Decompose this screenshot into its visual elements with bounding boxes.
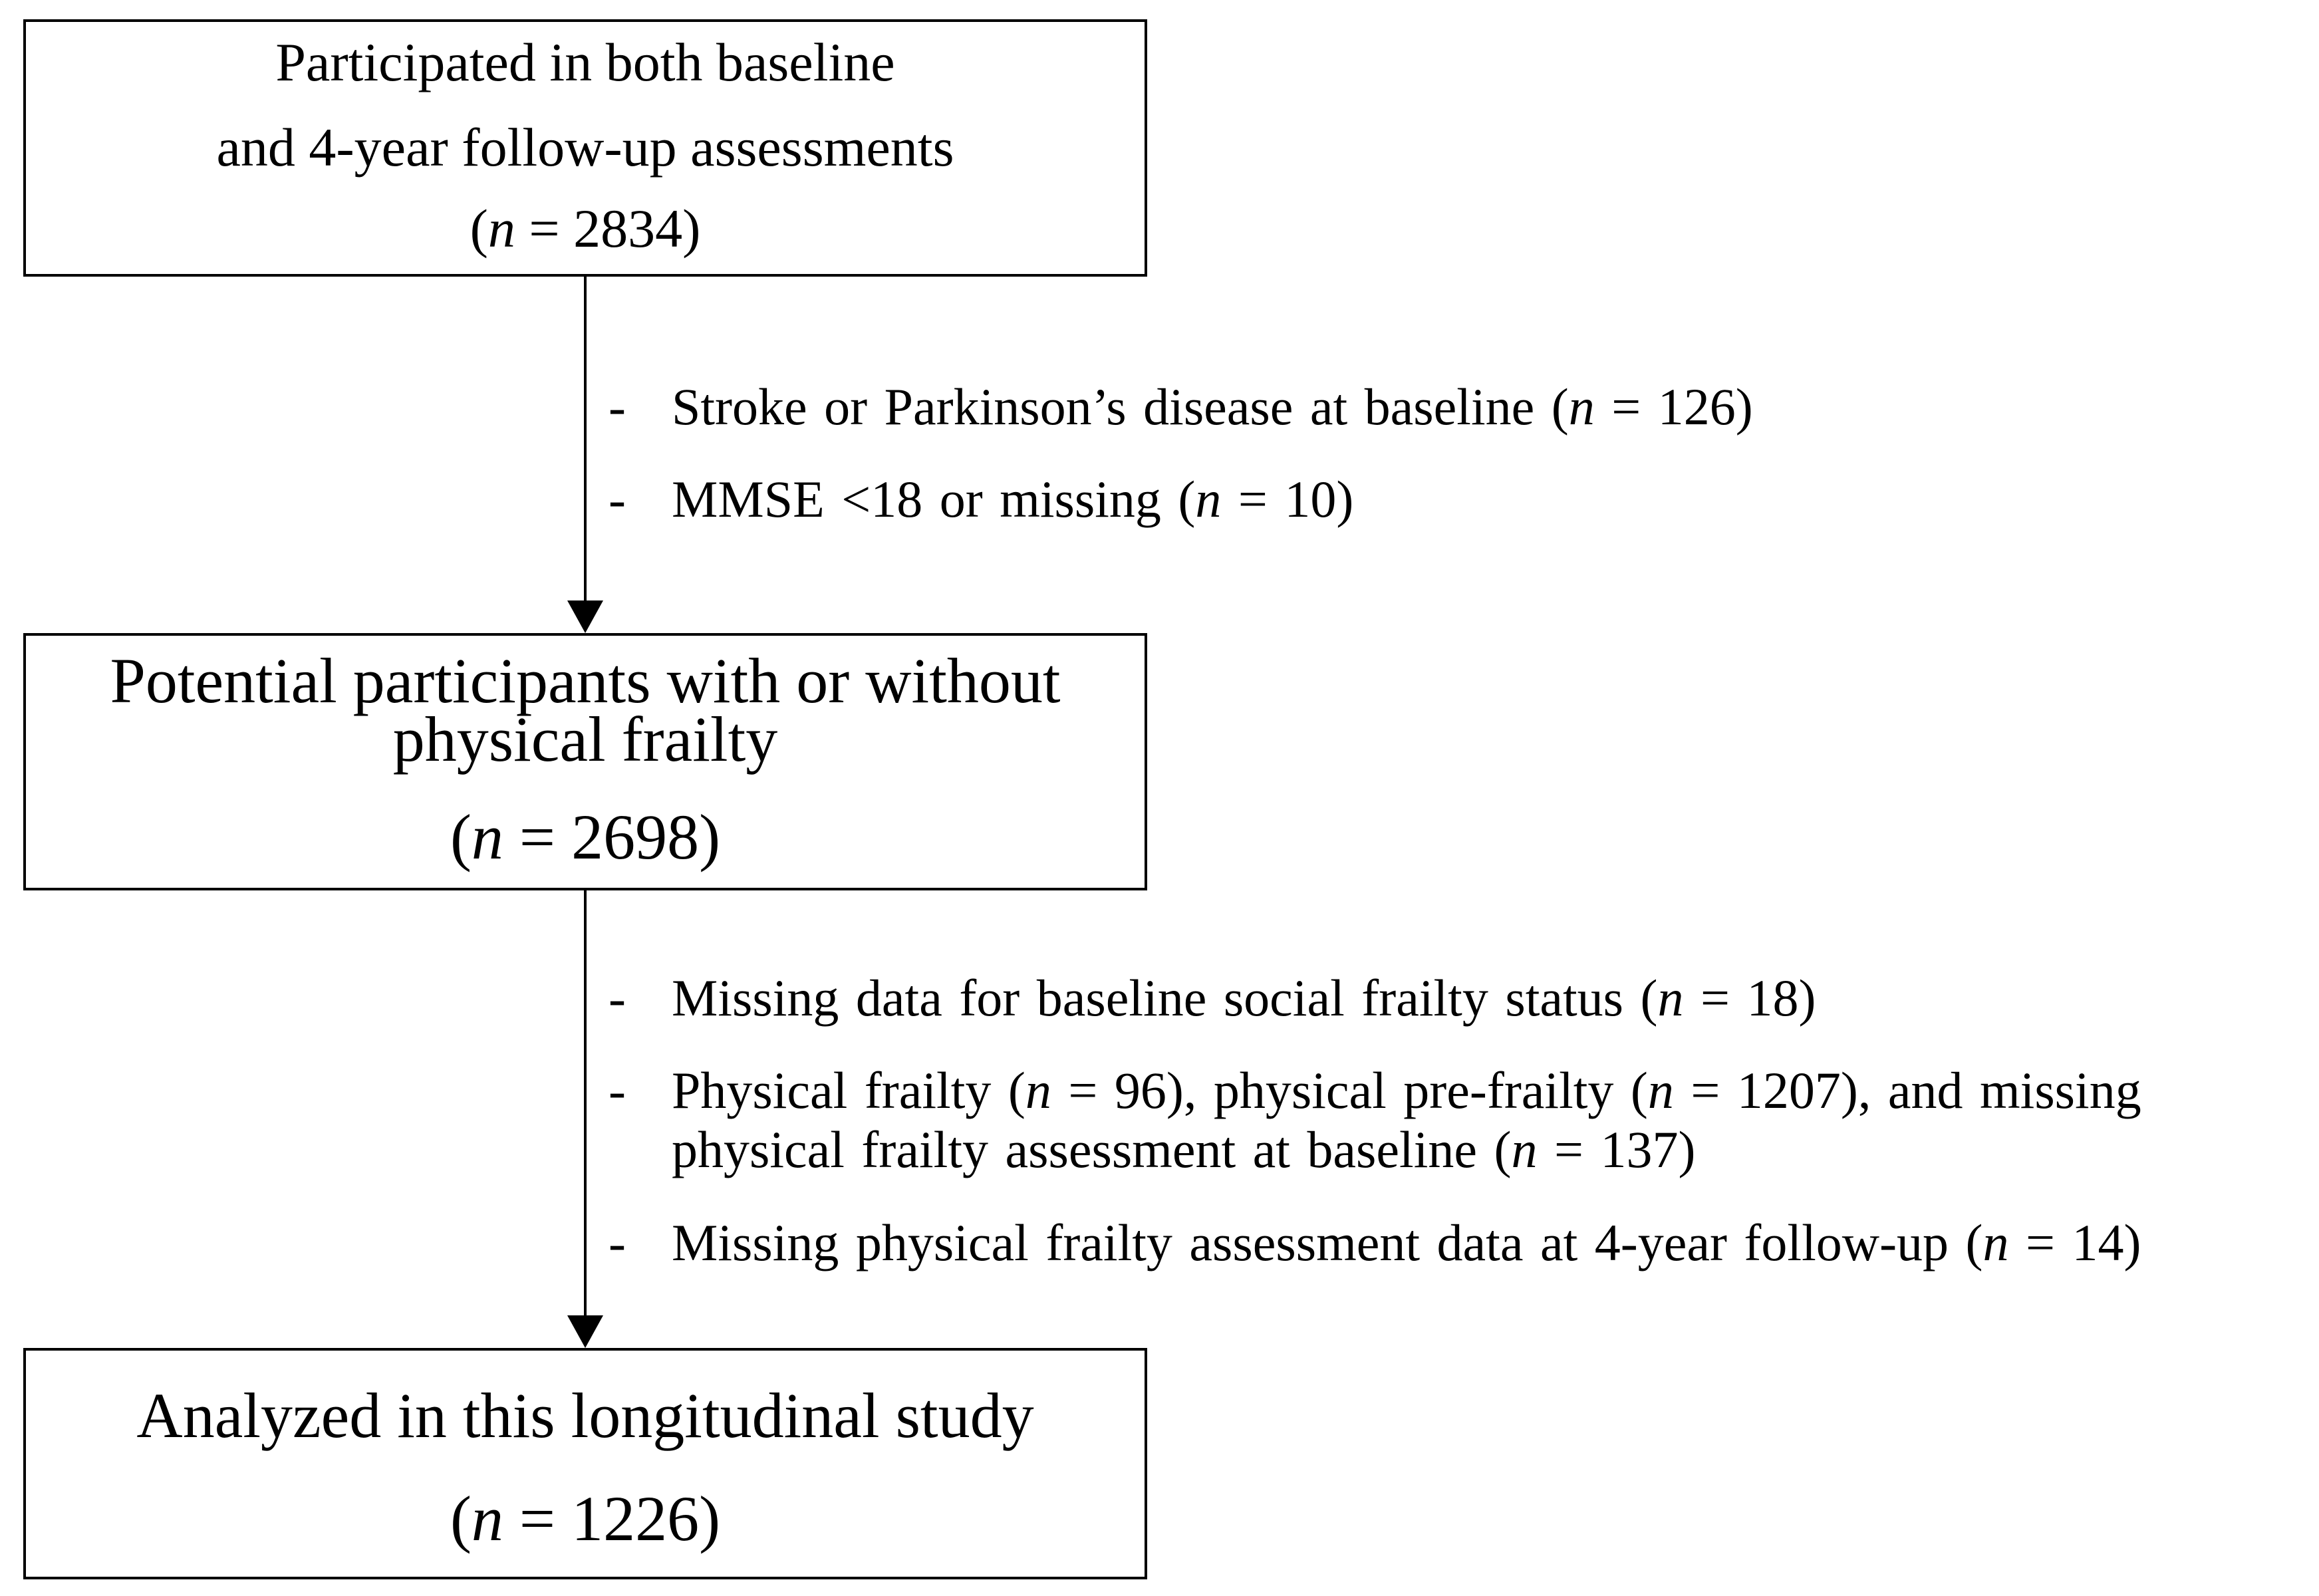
- exclusion-followup-missing: Missing physical frailty assessment data at 4-year follow-up (n = 14): [672, 1214, 2141, 1271]
- exclusion-2-bullet: -: [609, 470, 626, 528]
- arrow-2-head: [567, 1315, 603, 1348]
- exclusion-3-bullet: -: [609, 969, 626, 1027]
- box-potential-line2: physical frailty: [392, 704, 778, 775]
- box-baseline-followup: [23, 19, 1147, 277]
- exclusion-4-bullet: -: [609, 1061, 626, 1119]
- box-potential-participants: [23, 633, 1147, 890]
- arrow-1-head: [567, 600, 603, 633]
- box-potential-count: (n = 2698): [450, 801, 721, 872]
- box-analyzed: [23, 1348, 1147, 1579]
- exclusion-1-bullet: -: [609, 378, 626, 436]
- exclusion-social-frailty-missing: Missing data for baseline social frailty status (n = 18): [672, 969, 1816, 1027]
- box-baseline-count: (n = 2834): [470, 198, 701, 259]
- exclusion-mmse: MMSE <18 or missing (n = 10): [672, 470, 1354, 528]
- exclusion-5-bullet: -: [609, 1214, 626, 1271]
- exclusion-physical-frailty-line2: physical frailty assessment at baseline (n = 137): [672, 1121, 1696, 1178]
- exclusion-physical-frailty-line1: Physical frailty (n = 96), physical pre-frailty (n = 1207), and missing: [672, 1061, 2141, 1119]
- box-analyzed-count: (n = 1226): [450, 1483, 721, 1554]
- box-potential-line1: Potential participants with or without: [110, 645, 1061, 716]
- box-baseline-line1: Participated in both baseline: [275, 32, 895, 92]
- box-analyzed-line1: Analyzed in this longitudinal study: [136, 1380, 1034, 1451]
- exclusion-stroke-parkinson: Stroke or Parkinson’s disease at baseline (n = 126): [672, 378, 1753, 436]
- box-baseline-line2: and 4-year follow-up assessments: [216, 117, 954, 178]
